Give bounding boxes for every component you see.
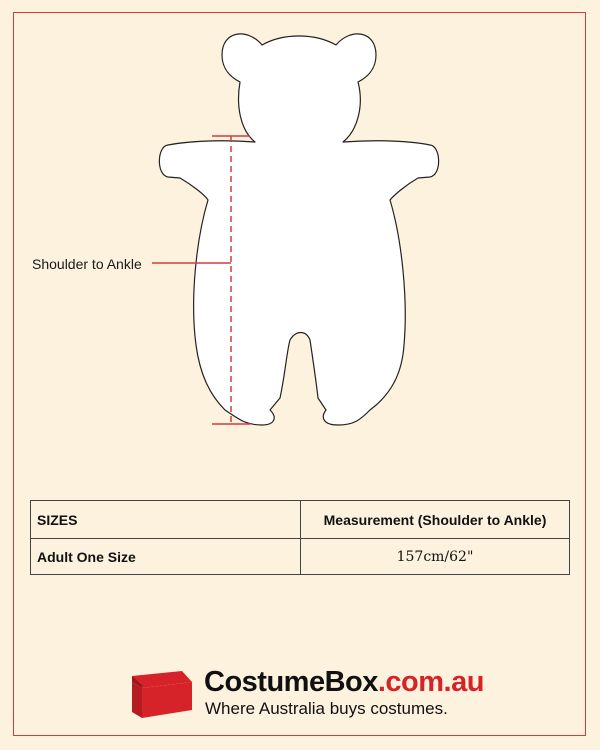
size-measurement-cell: 157cm/62" bbox=[301, 539, 570, 575]
brand-name-suffix: .com.au bbox=[377, 666, 484, 698]
gift-box-icon bbox=[126, 668, 194, 720]
size-table-row bbox=[31, 539, 570, 575]
size-chart-table bbox=[30, 500, 570, 575]
measurement-column-header: Measurement (Shoulder to Ankle) bbox=[301, 501, 570, 539]
measurement-label: Shoulder to Ankle bbox=[32, 256, 142, 272]
size-column-header: SIZES bbox=[31, 501, 301, 539]
size-table-header-row bbox=[31, 501, 570, 539]
brand-tagline: Where Australia buys costumes. bbox=[205, 699, 448, 718]
brand-name bbox=[204, 665, 484, 699]
size-name-cell: Adult One Size bbox=[31, 539, 301, 575]
brand-logo bbox=[126, 668, 486, 724]
bear-costume-outline bbox=[159, 34, 438, 425]
brand-name-main: CostumeBox bbox=[204, 666, 378, 698]
